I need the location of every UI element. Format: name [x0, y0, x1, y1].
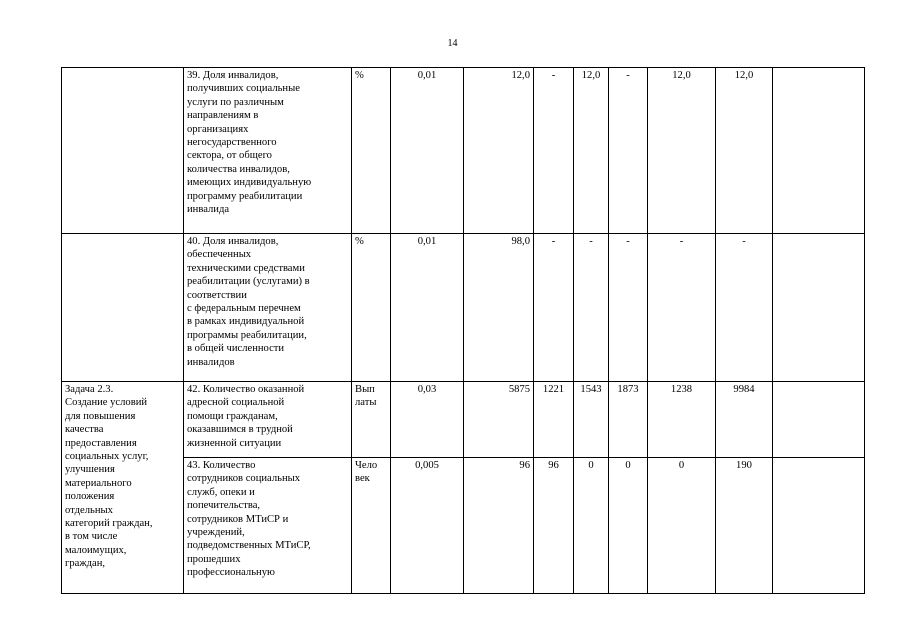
value-cell: 12,0 — [574, 68, 609, 234]
value-cell: 5875 — [464, 382, 534, 458]
weight-cell: 0,005 — [391, 458, 464, 594]
value-cell: - — [609, 68, 648, 234]
value-cell: - — [534, 68, 574, 234]
value-cell: 0 — [574, 458, 609, 594]
value-cell: 12,0 — [464, 68, 534, 234]
value-cell: - — [534, 234, 574, 382]
extra-cell — [773, 382, 865, 458]
weight-cell: 0,03 — [391, 382, 464, 458]
indicator-cell: 40. Доля инвалидов, обеспеченных техническими средствами реабилитации (услугами) в соответствии с федеральным перечнем в рамках индивидуальной программы реабилитации, в общей численности инвалидов — [184, 234, 352, 382]
value-cell: 1543 — [574, 382, 609, 458]
value-cell: 12,0 — [648, 68, 716, 234]
value-cell: - — [609, 234, 648, 382]
weight-cell: 0,01 — [391, 234, 464, 382]
value-cell: - — [716, 234, 773, 382]
value-cell: - — [574, 234, 609, 382]
unit-cell: Вып латы — [352, 382, 391, 458]
value-cell: 96 — [534, 458, 574, 594]
value-cell: 0 — [609, 458, 648, 594]
extra-cell — [773, 458, 865, 594]
indicator-cell: 43. Количество сотрудников социальных служб, опеки и попечительства, сотрудников МТиСР и учреждений, подведомственных МТиСР, прошедших профессиональную — [184, 458, 352, 594]
indicators-table — [61, 67, 865, 594]
value-cell: 1221 — [534, 382, 574, 458]
value-cell: 9984 — [716, 382, 773, 458]
task-cell — [62, 234, 184, 382]
weight-cell: 0,01 — [391, 68, 464, 234]
indicator-cell: 42. Количество оказанной адресной социальной помощи гражданам, оказавшимся в трудной жизненной ситуации — [184, 382, 352, 458]
table-row — [62, 382, 865, 458]
page-number: 14 — [447, 38, 458, 49]
task-cell: Задача 2.3. Создание условий для повышения качества предоставления социальных услуг, улучшения материального положения отдельных категорий граждан, в том числе малоимущих, граждан, — [62, 382, 184, 594]
value-cell: - — [648, 234, 716, 382]
value-cell: 12,0 — [716, 68, 773, 234]
extra-cell — [773, 68, 865, 234]
value-cell: 1873 — [609, 382, 648, 458]
value-cell: 98,0 — [464, 234, 534, 382]
table-row — [62, 68, 865, 234]
unit-cell: % — [352, 68, 391, 234]
task-cell — [62, 68, 184, 234]
extra-cell — [773, 234, 865, 382]
unit-cell: % — [352, 234, 391, 382]
indicator-cell: 39. Доля инвалидов, получивших социальные услуги по различным направлениям в организациях негосударственного сектора, от общего количества инвалидов, имеющих индивидуальную программу реабилитации инвалида — [184, 68, 352, 234]
table-row — [62, 234, 865, 382]
value-cell: 190 — [716, 458, 773, 594]
value-cell: 96 — [464, 458, 534, 594]
unit-cell: Чело век — [352, 458, 391, 594]
value-cell: 1238 — [648, 382, 716, 458]
value-cell: 0 — [648, 458, 716, 594]
